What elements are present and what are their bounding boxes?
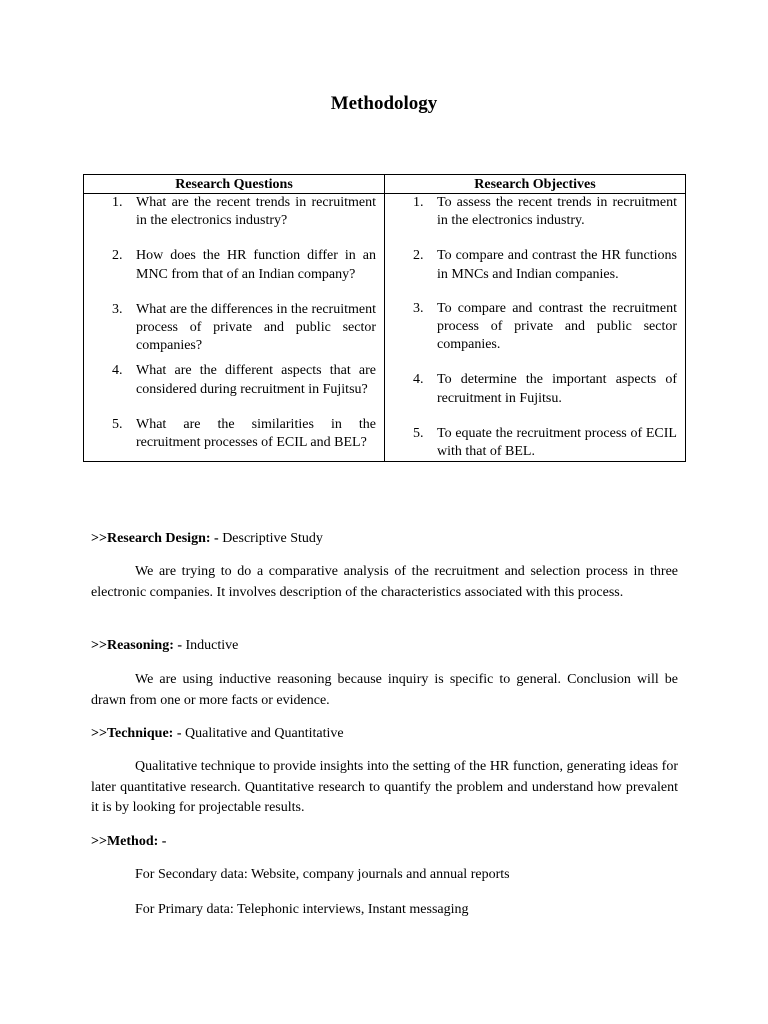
list-number: 1. [413,195,424,210]
table-row [84,194,686,462]
question-item [84,194,384,230]
list-number: 2. [112,248,123,264]
question-item [84,247,384,283]
objective-text: To compare and contrast the HR functions in MNCs and Indian companies. [437,248,677,282]
method-heading [91,832,678,853]
method-label: >>Method: - [91,834,167,849]
question-text: What are the recent trends in recruitment in the electronics industry? [136,195,376,229]
method-secondary-data: For Secondary data: Website, company journals and annual reports [135,867,510,882]
objective-text: To determine the important aspects of recruitment in Fujitsu. [437,372,677,406]
objective-text: To compare and contrast the recruitment process of private and public sector companies. [437,300,677,353]
list-number: 4. [112,363,123,379]
question-text: What are the similarities in the recruitment processes of ECIL and BEL? [136,416,376,451]
research-design-heading [91,529,678,550]
objectives-list [385,194,685,461]
question-item [84,301,384,356]
reasoning-label: >>Reasoning: - [91,638,183,653]
method-primary-data: For Primary data: Telephonic interviews, Instant messaging [135,902,469,917]
questions-list [84,194,384,454]
page-title: Methodology [330,93,438,114]
list-number: 3. [413,300,424,316]
list-number: 2. [413,248,424,264]
reasoning-heading [91,636,678,657]
technique-label: >>Technique: - [91,726,182,741]
objectives-cell [385,194,686,462]
question-item [84,416,384,452]
question-text: What are the differences in the recruitment process of private and public sector companies? [136,301,376,354]
list-number: 5. [112,416,123,432]
objective-text: To equate the recruitment process of ECIL with that of BEL. [437,425,677,460]
technique-heading [91,724,678,745]
objective-text: To assess the recent trends in recruitment in the electronics industry. [437,195,677,229]
objective-item [385,425,685,461]
research-design-value: Descriptive Study [218,531,323,546]
research-design-label: >>Research Design: - [91,531,219,546]
question-text: What are the different aspects that are considered during recruitment in Fujitsu? [136,363,376,397]
table-header-row [84,175,686,194]
research-table [83,174,686,462]
objective-item [385,194,685,230]
question-item [84,362,384,398]
list-number: 5. [413,425,424,441]
objective-item [385,371,685,407]
list-number: 1. [112,195,123,210]
objective-item [385,300,685,355]
question-text: How does the HR function differ in an MNC from that of an Indian company? [136,248,376,282]
technique-paragraph: Qualitative technique to provide insights into the setting of the HR function, generating ideas for later quantitative research. Quantitative research to quantify the problem and understand how prevalent it is by looking for projectable results. [91,759,678,815]
header-research-questions: Research Questions [84,175,385,194]
technique-value: Qualitative and Quantitative [181,726,344,741]
list-number: 3. [112,301,123,317]
objective-item [385,247,685,283]
research-design-paragraph: We are trying to do a comparative analysis of the recruitment and selection process in three electronic companies. It involves description of the characteristics associated with this process. [91,564,678,600]
header-research-objectives: Research Objectives [385,175,686,194]
reasoning-value: Inductive [182,638,239,653]
questions-cell [84,194,385,462]
list-number: 4. [413,372,424,388]
reasoning-paragraph: We are using inductive reasoning because inquiry is specific to general. Conclusion will be drawn from one or more facts or evidence. [91,672,678,708]
